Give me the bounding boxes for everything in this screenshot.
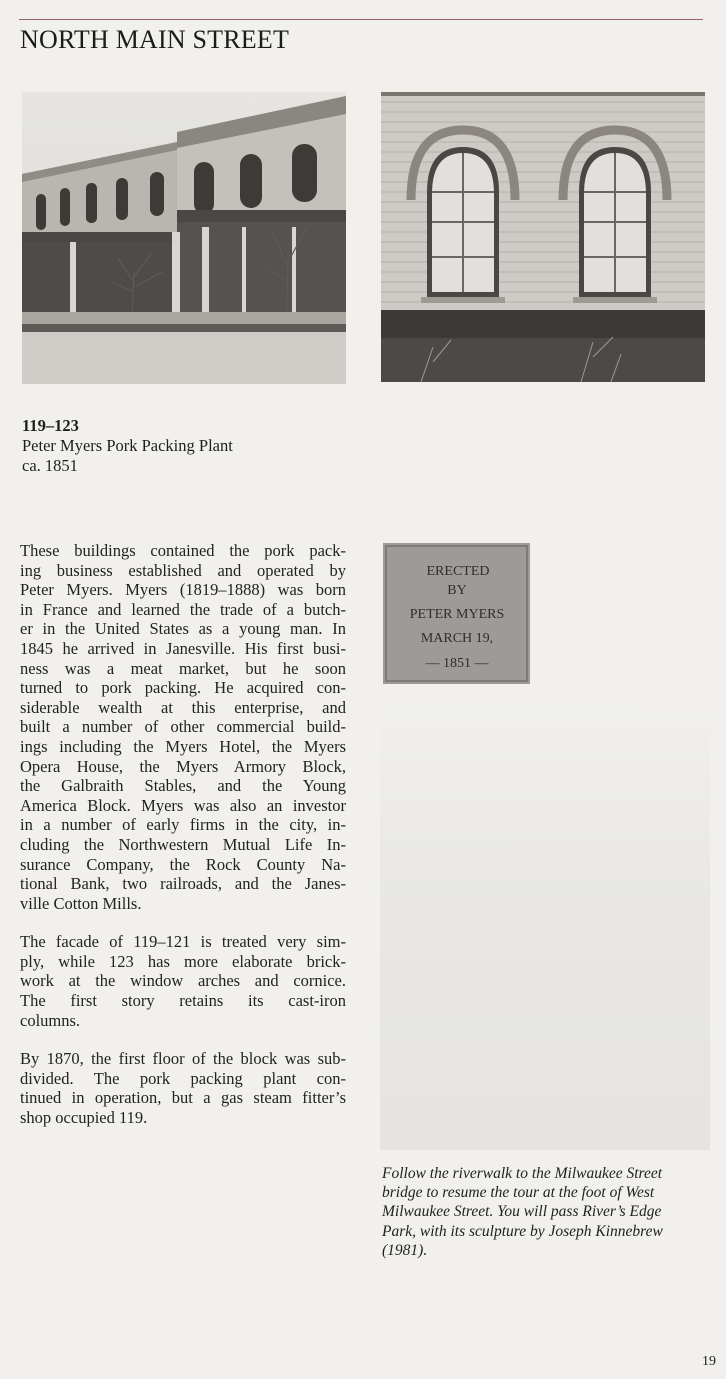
note-line: Follow the riverwalk to the Milwaukee Street [382,1165,663,1182]
building-photo-icon [22,92,346,384]
body-line: These buildings contained the pork pack- [20,541,346,560]
caption-name: Peter Myers Pork Packing Plant [22,436,233,455]
body-line: work at the window arches and cornice. [20,971,346,991]
body-line: America Block. Myers was also an investor [20,795,346,815]
body-line: ville Cotton Mills. [20,893,142,913]
caption-date: ca. 1851 [22,456,78,475]
body-line: surance Company, the Rock County Na- [20,854,346,874]
cornerstone-line-1: ERECTED [426,564,490,579]
arched-windows-photo-icon [381,92,705,382]
page-bleed-through [380,700,710,1150]
body-line: ing business established and operated by [20,560,346,580]
body-line: in France and learned the trade of a butch- [20,599,346,619]
header-rule [19,19,703,20]
body-line: By 1870, the first floor of the block was sub- [20,1049,346,1069]
body-line: cluding the Northwestern Mutual Life In- [20,834,346,854]
body-line: The facade of 119–121 is treated very sim- [20,932,346,952]
building-caption [22,416,233,476]
body-line: tinued in operation, but a gas steam fitter’s [20,1088,346,1108]
body-line: ness was a meat market, but he soon [20,658,346,678]
body-line: siderable wealth at this enterprise, and [20,697,346,717]
tour-directions-note [382,1164,708,1260]
body-paragraph [20,541,346,913]
body-line: er in the United States as a young man. In [20,619,346,639]
body-text [20,541,346,1147]
body-line: Opera House, the Myers Armory Block, [20,756,346,776]
body-line: 1845 he arrived in Janesville. His first busi- [20,638,346,658]
note-line: (1981). [382,1241,428,1259]
cornerstone-line-5: — 1851 — [425,656,489,671]
body-line: built a number of other commercial build- [20,717,346,737]
body-line: divided. The pork packing plant con- [20,1068,346,1088]
cornerstone-line-2: BY [447,583,467,598]
caption-address: 119–123 [22,416,79,435]
page-title: NORTH MAIN STREET [20,25,290,54]
cornerstone-line-4: MARCH 19, [420,631,494,646]
note-line: bridge to resume the tour at the foot of West [382,1184,655,1202]
cornerstone-line-3: PETER MYERS [409,607,505,622]
body-line: shop occupied 119. [20,1108,148,1128]
page-number: 19 [702,1354,716,1369]
note-line: Milwaukee Street. You will pass River’s Edge [382,1203,662,1221]
note-line: Park, with its sculpture by Joseph Kinnebrew [382,1222,663,1240]
body-line: The first story retains its cast-iron [20,991,346,1011]
body-paragraph [20,932,346,1030]
body-line: columns. [20,1010,81,1030]
body-line: turned to pork packing. He acquired con- [20,678,346,698]
body-paragraph [20,1049,346,1127]
body-line: tional Bank, two railroads, and the Janes- [20,874,346,894]
cornerstone-photo-icon [383,543,530,684]
body-line: ply, while 123 has more elaborate brick- [20,951,346,971]
body-line: ings including the Myers Hotel, the Myers [20,736,346,756]
body-line: Peter Myers. Myers (1819–1888) was born [20,580,346,600]
body-line: the Galbraith Stables, and the Young [20,776,346,796]
body-line: in a number of early firms in the city, in- [20,815,346,835]
